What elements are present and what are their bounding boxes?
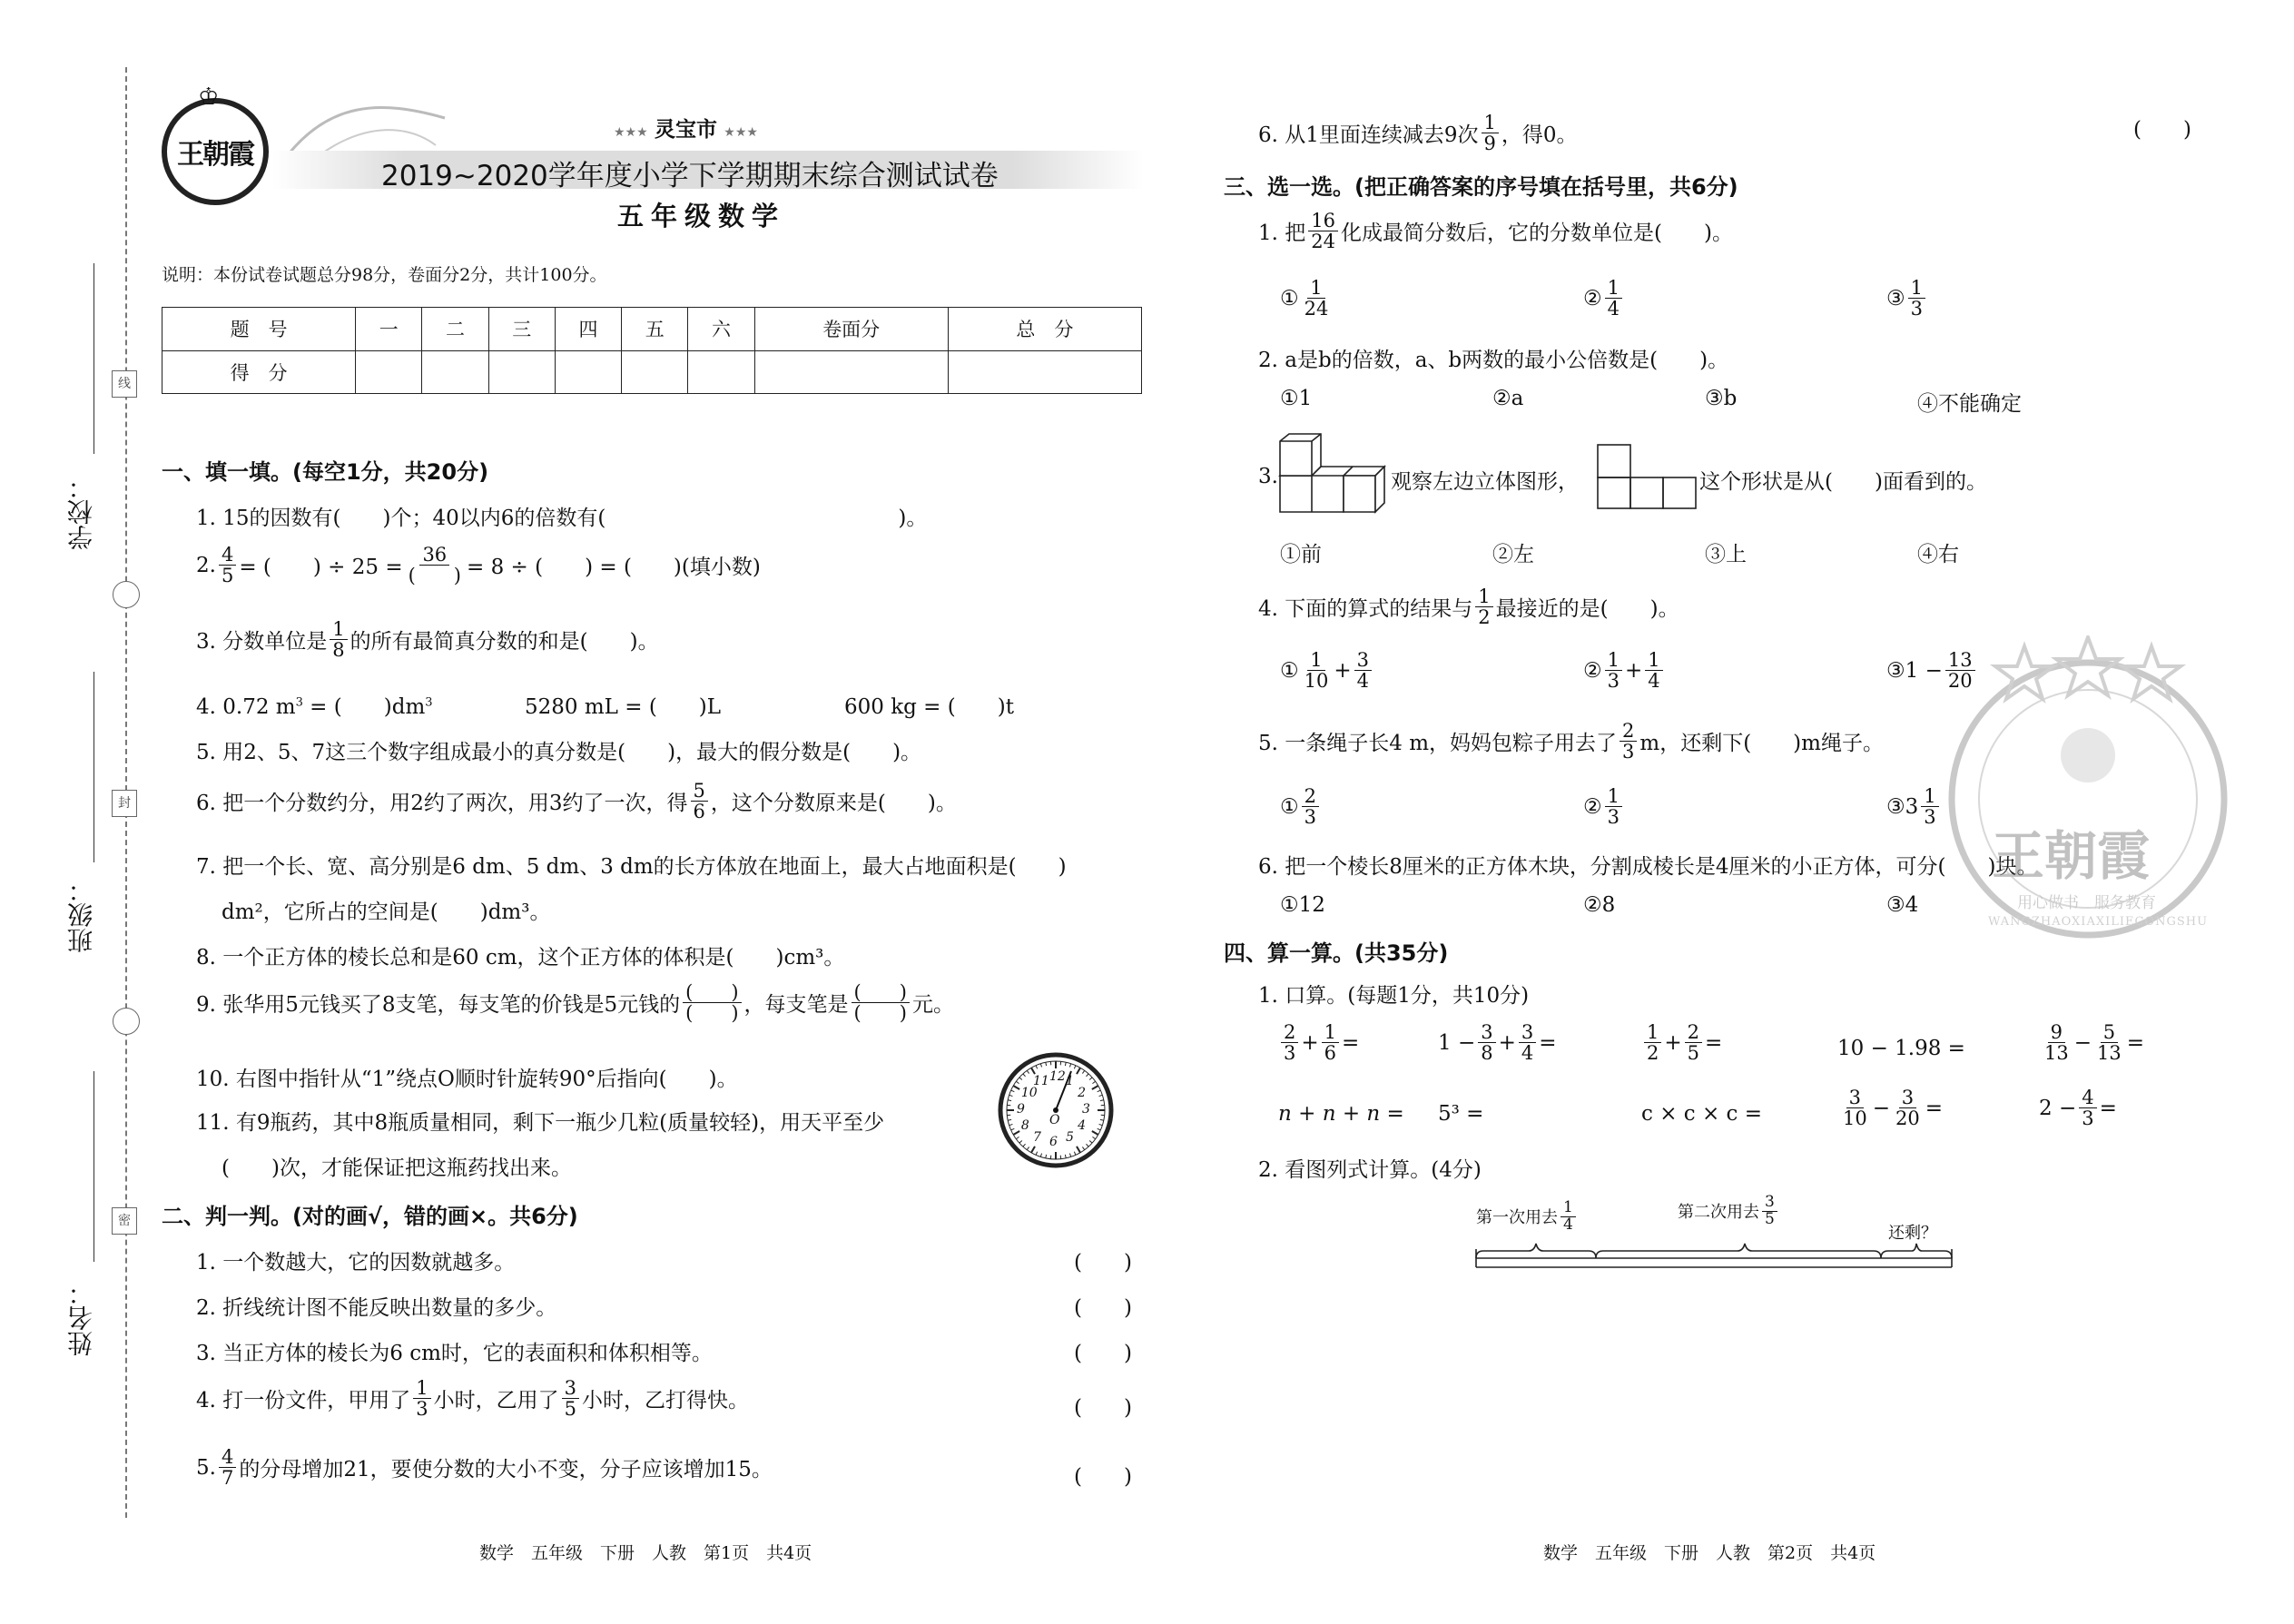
clock-number: 2 [1078, 1086, 1087, 1100]
denominator: 20 [1947, 670, 1973, 693]
numerator: 1 [1605, 786, 1622, 807]
question-1-11b: ( )次，才能保证把这瓶药找出来。 [222, 1156, 572, 1180]
fraction [1620, 721, 1637, 762]
fraction [1762, 1195, 1777, 1228]
choice-question-6: 6. 把一个棱长8厘米的正方体木块，分割成棱长是4厘米的小正方体，可分( )块。 [1258, 855, 2038, 879]
class-label: 班级： [66, 877, 96, 953]
operator: = [1539, 1030, 1557, 1055]
section-2-title: 二、判一判。(对的画√，错的画×。共6分) [162, 1204, 578, 1229]
clock-number: 11 [1033, 1073, 1049, 1088]
score-cell[interactable] [948, 350, 1141, 394]
fraction [330, 619, 347, 660]
clock-center-label: O [1049, 1113, 1060, 1127]
fraction [1302, 650, 1332, 691]
judge-question-1: 1. 一个数越大，它的因数就越多。 [196, 1251, 516, 1275]
view-figure [1596, 443, 1698, 510]
calc-item: n + n + n = [1278, 1102, 1404, 1126]
numerator: 2 [1685, 1022, 1702, 1043]
fraction [1308, 211, 1338, 251]
question-text: 9. 张华用5元钱买了8支笔，每支笔的价钱是5元钱的 [196, 993, 681, 1018]
section-4-title: 四、算一算。(共35分) [1224, 940, 1449, 966]
fraction [413, 1378, 430, 1419]
calc-item: c × c × c = [1641, 1102, 1763, 1126]
fraction [1645, 650, 1662, 691]
question-text: 4. 0.72 m [196, 695, 296, 719]
option[interactable]: ①前 [1280, 543, 1322, 566]
footer-left: 数学 五年级 下册 人教 第1页 共4页 [479, 1543, 812, 1563]
numerator: 3 [1519, 1022, 1536, 1043]
numerator: 1 [1307, 650, 1324, 671]
question-text: 化成最简分数后，它的分数单位是( )。 [1341, 221, 1733, 246]
denominator: 3 [1284, 1042, 1296, 1065]
fraction [1322, 1022, 1339, 1063]
fraction [1605, 650, 1622, 691]
expression-text: = ( ) ÷ 25 = [239, 556, 403, 580]
fraction [1354, 650, 1372, 691]
line-segment-diagram [1474, 1242, 1955, 1273]
denominator: 8 [1481, 1042, 1493, 1065]
option[interactable]: ②左 [1492, 543, 1534, 566]
numerator: 4 [2079, 1088, 2096, 1108]
denominator: 3 [1607, 806, 1620, 829]
fraction [1605, 278, 1622, 319]
option-marker: ① [1280, 658, 1299, 683]
section-3-title: 三、选一选。(把正确答案的序号填在括号里，共6分) [1224, 174, 1738, 200]
option[interactable] [1280, 786, 1322, 827]
fraction [1302, 278, 1332, 319]
fraction [1685, 1022, 1702, 1063]
score-cell[interactable] [422, 350, 488, 394]
exam-title: 2019~2020学年度小学下学期期末综合测试试卷 [381, 160, 999, 192]
judge-question-2: 2. 折线统计图不能反映出数量的多少。 [196, 1296, 557, 1320]
denominator: 4 [1607, 298, 1620, 320]
score-table-header-row [162, 308, 1142, 351]
denominator: 5 [564, 1398, 577, 1421]
fraction [2042, 1022, 2072, 1063]
question-text: = ( )dm [302, 695, 426, 719]
score-cell[interactable] [555, 350, 621, 394]
option-marker: ③ [1886, 286, 1905, 310]
operator: − [1872, 1096, 1891, 1120]
question-text: 4. 下面的算式的结果与 [1258, 597, 1473, 622]
question-text: ，每支笔是 [743, 993, 849, 1018]
denominator: 2 [1478, 606, 1491, 629]
diagram-label-1 [1476, 1200, 1579, 1234]
numerator: 1 [1908, 278, 1925, 299]
numerator: 3 [1354, 650, 1372, 671]
score-cell[interactable] [488, 350, 555, 394]
numerator: 3 [1478, 1022, 1495, 1043]
choice-question-3-number: 3. [1258, 465, 1278, 488]
operand: 2 − [2039, 1096, 2077, 1120]
operator: + [1334, 658, 1352, 683]
score-cell[interactable] [356, 350, 422, 394]
clock-number: 8 [1020, 1118, 1029, 1133]
question-1-7b: dm²，它所占的空间是( )dm³。 [222, 901, 551, 924]
exam-subtitle: 五年级数学 [617, 201, 786, 231]
score-cell[interactable] [754, 350, 948, 394]
logo-text: 王朝霞 [177, 139, 253, 171]
sub-question-1: 1. 口算。(每题1分，共10分) [1258, 984, 1530, 1008]
fraction [1478, 1022, 1495, 1063]
denominator: 24 [1311, 231, 1335, 253]
table-cell: 总 分 [948, 308, 1141, 351]
calc-item [1837, 1088, 1943, 1128]
option[interactable]: ②8 [1583, 893, 1616, 917]
question-text: m，还剩下( )m绳子。 [1639, 732, 1884, 756]
question-number: 5. [196, 1455, 216, 1480]
denominator: 5 [1687, 1042, 1700, 1065]
operator: + [1664, 1030, 1682, 1055]
numerator: 3 [1899, 1088, 1916, 1108]
table-cell: 六 [688, 308, 754, 351]
denominator: 20 [1895, 1107, 1920, 1130]
numerator: 1 [1645, 650, 1662, 671]
question-1-3 [196, 619, 659, 660]
denominator: 6 [1324, 1042, 1337, 1065]
table-cell: 五 [622, 308, 688, 351]
fraction [1840, 1088, 1870, 1128]
answer-paren[interactable]: ( ) [1074, 1342, 1132, 1365]
option[interactable]: ①1 [1280, 387, 1313, 410]
question-number: 2. [196, 553, 216, 577]
choice-question-4 [1258, 586, 1679, 627]
fraction [1644, 1022, 1661, 1063]
operand: 1 − [1438, 1030, 1476, 1055]
question-1-10: 10. 右图中指针从“1”绕点O顺时针旋转90°后指向( )。 [196, 1068, 738, 1091]
question-1-8: 8. 一个正方体的棱长总和是60 cm，这个正方体的体积是( )cm³。 [196, 946, 845, 969]
fraction [1519, 1022, 1536, 1063]
label-text: 第二次用去 [1678, 1203, 1759, 1223]
operator: = [1342, 1030, 1360, 1055]
option[interactable]: ③上 [1705, 543, 1747, 566]
denominator: 3 [2082, 1107, 2094, 1130]
question-1-1: 1. 15的因数有( )个；40以内6的倍数有( )。 [196, 507, 928, 530]
question-text: 小时，乙用了 [433, 1389, 559, 1413]
option[interactable]: ③4 [1886, 893, 1919, 917]
clock-number: 1 [1066, 1073, 1074, 1088]
seal-icon [113, 581, 140, 608]
expression-text: = 8 ÷ ( ) = ( )(填小数) [467, 556, 761, 580]
question-text: 4. 打一份文件，甲用了 [196, 1389, 411, 1413]
numerator: 5 [691, 781, 708, 802]
numerator: ( ) [852, 982, 910, 1003]
operator: + [1301, 1030, 1319, 1055]
numerator: 1 [1644, 1022, 1661, 1043]
fraction [1475, 586, 1492, 627]
fraction [1605, 786, 1622, 827]
option-marker: ③3 [1886, 794, 1919, 819]
fraction [852, 982, 910, 1023]
diagram-label-2 [1678, 1195, 1780, 1228]
question-1-9 [196, 982, 954, 1023]
numerator: 5 [2101, 1022, 2118, 1043]
operator: = [1705, 1030, 1723, 1055]
denominator: 4 [1521, 1042, 1534, 1065]
city-name: 灵宝市 [654, 118, 717, 142]
clock-number: 9 [1017, 1102, 1025, 1117]
section-1-title: 一、填一填。(每空1分，共20分) [162, 459, 489, 485]
numerator: 1 [1475, 586, 1492, 607]
numerator: 13 [1945, 650, 1975, 671]
fraction [219, 545, 236, 586]
question-text: ，得0。 [1501, 123, 1578, 148]
numerator: 4 [219, 1447, 236, 1468]
answer-paren[interactable]: ( ) [2133, 118, 2191, 142]
margin-line-char: 线 [112, 370, 137, 398]
option[interactable]: ④不能确定 [1917, 392, 2022, 416]
denominator: 10 [1304, 670, 1329, 693]
footer-right: 数学 五年级 下册 人教 第2页 共4页 [1543, 1543, 1876, 1563]
question-1-11a: 11. 有9瓶药，其中8瓶质量相同，剩下一瓶少几粒(质量较轻)，用天平至少 [196, 1111, 885, 1135]
numerator: 1 [1605, 650, 1622, 671]
numerator: 3 [1762, 1195, 1777, 1212]
denominator: 3 [1607, 670, 1620, 693]
operator: = [2126, 1030, 2145, 1055]
operator: − [2073, 1030, 2092, 1055]
question-text: 的分母增加21，要使分数的大小不变，分子应该增加15。 [239, 1458, 773, 1482]
question-1-2 [196, 545, 761, 586]
choice-question-5 [1258, 721, 1884, 762]
denominator: 7 [221, 1467, 234, 1490]
denominator: 8 [332, 639, 345, 662]
judge-question-3: 3. 当正方体的棱长为6 cm时，它的表面积和体积相等。 [196, 1342, 713, 1365]
question-text: 6. 把一个分数约分，用2约了两次，用3约了一次，得 [196, 792, 688, 816]
numerator: ( ) [683, 982, 741, 1003]
table-cell: 三 [488, 308, 555, 351]
fraction [1281, 1022, 1298, 1063]
fraction [1302, 786, 1319, 827]
operator: = [2099, 1096, 2117, 1120]
question-text: 的所有最简真分数的和是( )。 [350, 630, 659, 655]
watermark-slogan: 用心做书 服务教育 [2017, 894, 2156, 912]
fraction [562, 1378, 579, 1419]
option-marker: ① [1280, 286, 1299, 310]
numerator: 4 [219, 545, 236, 566]
denominator: 5 [221, 565, 234, 587]
option-marker: ② [1583, 286, 1602, 310]
option[interactable] [1280, 278, 1334, 319]
answer-paren[interactable]: ( ) [1074, 1396, 1132, 1420]
numerator: 2 [1281, 1022, 1298, 1043]
numerator: 2 [1302, 786, 1319, 807]
answer-paren[interactable]: ( ) [1074, 1296, 1132, 1320]
denominator: 6 [693, 801, 705, 823]
denominator: 4 [1356, 670, 1370, 693]
crown-icon: ♔ [198, 84, 218, 111]
denominator: 9 [1483, 133, 1496, 155]
numerator: 16 [1308, 211, 1338, 231]
margin-seal-char: 封 [112, 790, 137, 817]
clock-number: 4 [1078, 1118, 1087, 1133]
choice-question-1 [1258, 211, 1733, 251]
clock-number: 5 [1066, 1130, 1074, 1146]
question-text: ，这个分数原来是( )。 [710, 792, 957, 816]
denominator: 13 [2044, 1042, 2069, 1065]
numerator: 1 [1307, 278, 1324, 299]
question-text: 5. 一条绳子长4 m，妈妈包粽子用去了 [1258, 732, 1618, 756]
fraction [1893, 1088, 1923, 1128]
diagram-label-3: 还剩？ [1888, 1224, 1937, 1243]
question-1-4b: 5280 mL = ( )L [525, 695, 722, 719]
question-1-6 [196, 781, 957, 822]
clock-number: 7 [1033, 1130, 1041, 1146]
fraction [2094, 1022, 2124, 1063]
option[interactable]: ②a [1492, 387, 1524, 410]
watermark-brand: 王朝霞 [1992, 825, 2151, 887]
denominator: 13 [2097, 1042, 2122, 1065]
question-text: 6. 从1里面连续减去9次 [1258, 123, 1479, 148]
label-text: 第一次用去 [1476, 1208, 1558, 1228]
option[interactable] [1280, 650, 1374, 691]
table-cell: 卷面分 [754, 308, 948, 351]
table-cell: 四 [555, 308, 621, 351]
question-text: 1. 把 [1258, 221, 1306, 246]
denominator: ( ) [408, 565, 461, 587]
option[interactable]: ①12 [1280, 893, 1325, 917]
table-cell: 二 [422, 308, 488, 351]
choice-question-3-tail: 这个形状是从( )面看到的。 [1699, 470, 1987, 494]
calc-item [2039, 1022, 2144, 1063]
numerator: 1 [1561, 1200, 1576, 1217]
denominator: 2 [1647, 1042, 1659, 1065]
fraction [683, 982, 741, 1023]
option[interactable] [1583, 650, 1666, 691]
numerator: 1 [1322, 1022, 1339, 1043]
calc-item [1278, 1022, 1359, 1063]
numerator: 2 [1620, 721, 1637, 742]
denominator: ( ) [685, 1002, 739, 1025]
question-text: 3. 分数单位是 [196, 630, 328, 655]
option-marker: ③1 − [1886, 658, 1943, 683]
denominator: 4 [1563, 1215, 1573, 1234]
calc-item [1438, 1022, 1557, 1063]
fraction [219, 1447, 236, 1488]
numerator: 1 [330, 619, 347, 640]
denominator: 24 [1304, 298, 1329, 320]
fraction [691, 781, 708, 822]
fraction [1561, 1200, 1576, 1234]
calc-item: 10 − 1.98 = [1837, 1037, 1965, 1060]
school-label: 学校： [66, 474, 96, 550]
star-icon: ★★★ [724, 125, 758, 140]
question-text: 小时，乙打得快。 [582, 1389, 750, 1413]
question-1-4: 4. 0.72 $m^3$ = ( )$dm^3$ [196, 695, 433, 719]
calc-item [1641, 1022, 1722, 1063]
option[interactable]: ③b [1705, 387, 1738, 410]
question-1-4c: 600 kg = ( )t [844, 695, 1014, 719]
numerator: 3 [562, 1378, 579, 1399]
option[interactable] [1583, 278, 1625, 319]
operator: = [1925, 1096, 1944, 1120]
fraction [1908, 278, 1925, 319]
score-cell[interactable] [622, 350, 688, 394]
answer-paren[interactable]: ( ) [1074, 1465, 1132, 1489]
numerator: 36 [419, 545, 449, 566]
judge-question-6 [1258, 113, 1578, 153]
exam-note: 说明：本份试卷试题总分98分，卷面分2分，共计100分。 [162, 265, 607, 285]
clock-number: 6 [1049, 1135, 1058, 1149]
solid-figure [1278, 432, 1391, 514]
seal-icon [113, 1008, 140, 1035]
question-1-7a: 7. 把一个长、宽、高分别是6 dm、5 dm、3 dm的长方体放在地面上，最大占地面积是( ) [196, 855, 1067, 879]
option[interactable] [1886, 278, 1928, 319]
clock-number: 3 [1082, 1102, 1090, 1117]
clock-figure [997, 1051, 1115, 1169]
numerator: 1 [1921, 786, 1938, 807]
star-icon: ★★★ [614, 125, 648, 140]
calc-item: 5³ = [1438, 1102, 1484, 1126]
fraction [1482, 113, 1499, 153]
publisher-logo [162, 84, 269, 205]
city-line [614, 113, 758, 143]
numerator: 9 [2048, 1022, 2065, 1043]
table-cell: 题 号 [162, 308, 356, 351]
question-text: 元。 [911, 993, 954, 1018]
watermark [1934, 635, 2242, 944]
score-cell[interactable] [688, 350, 754, 394]
operator: + [1625, 658, 1643, 683]
option-marker: ② [1583, 658, 1602, 683]
score-table [162, 307, 1142, 394]
numerator: 3 [1846, 1088, 1864, 1108]
clock-number: 10 [1020, 1086, 1038, 1100]
choice-question-2: 2. a是b的倍数，a、b两数的最小公倍数是( )。 [1258, 349, 1729, 372]
numerator: 1 [1605, 278, 1622, 299]
denominator: 10 [1843, 1107, 1867, 1130]
denominator: 3 [1622, 741, 1635, 763]
denominator: 3 [1304, 806, 1316, 829]
answer-paren[interactable]: ( ) [1074, 1251, 1132, 1275]
option-marker: ① [1280, 794, 1299, 819]
table-cell: 一 [356, 308, 422, 351]
numerator: 1 [413, 1378, 430, 1399]
fraction [406, 545, 464, 586]
name-label: 姓名： [66, 1280, 96, 1356]
option[interactable]: ④右 [1917, 543, 1959, 566]
denominator: 3 [1924, 806, 1936, 829]
numerator: 1 [1482, 113, 1499, 133]
denominator: 4 [1648, 670, 1660, 693]
option[interactable] [1583, 786, 1625, 827]
question-text: 最接近的是( )。 [1495, 597, 1679, 622]
judge-question-4 [196, 1378, 749, 1419]
calc-item [2039, 1088, 2117, 1128]
denominator: 5 [1765, 1209, 1775, 1228]
score-table-score-row [162, 350, 1142, 394]
clock-number: 12 [1049, 1069, 1066, 1084]
choice-question-3-text: 观察左边立体图形， [1391, 470, 1579, 494]
denominator: 3 [416, 1398, 428, 1421]
question-1-5: 5. 用2、5、7这三个数字组成最小的真分数是( )，最大的假分数是( )。 [196, 741, 922, 764]
margin-close-char: 密 [112, 1207, 137, 1235]
watermark-ring-text: WANGZHAOXIAXILIECONGSHU [1988, 915, 2209, 929]
sub-question-2: 2. 看图列式计算。(4分) [1258, 1158, 1482, 1182]
judge-question-5 [196, 1447, 773, 1488]
operator: + [1498, 1030, 1516, 1055]
table-cell: 得 分 [162, 350, 356, 394]
denominator: ( ) [853, 1002, 907, 1025]
fraction [2079, 1088, 2096, 1128]
option-marker: ② [1583, 794, 1602, 819]
denominator: 3 [1910, 298, 1923, 320]
